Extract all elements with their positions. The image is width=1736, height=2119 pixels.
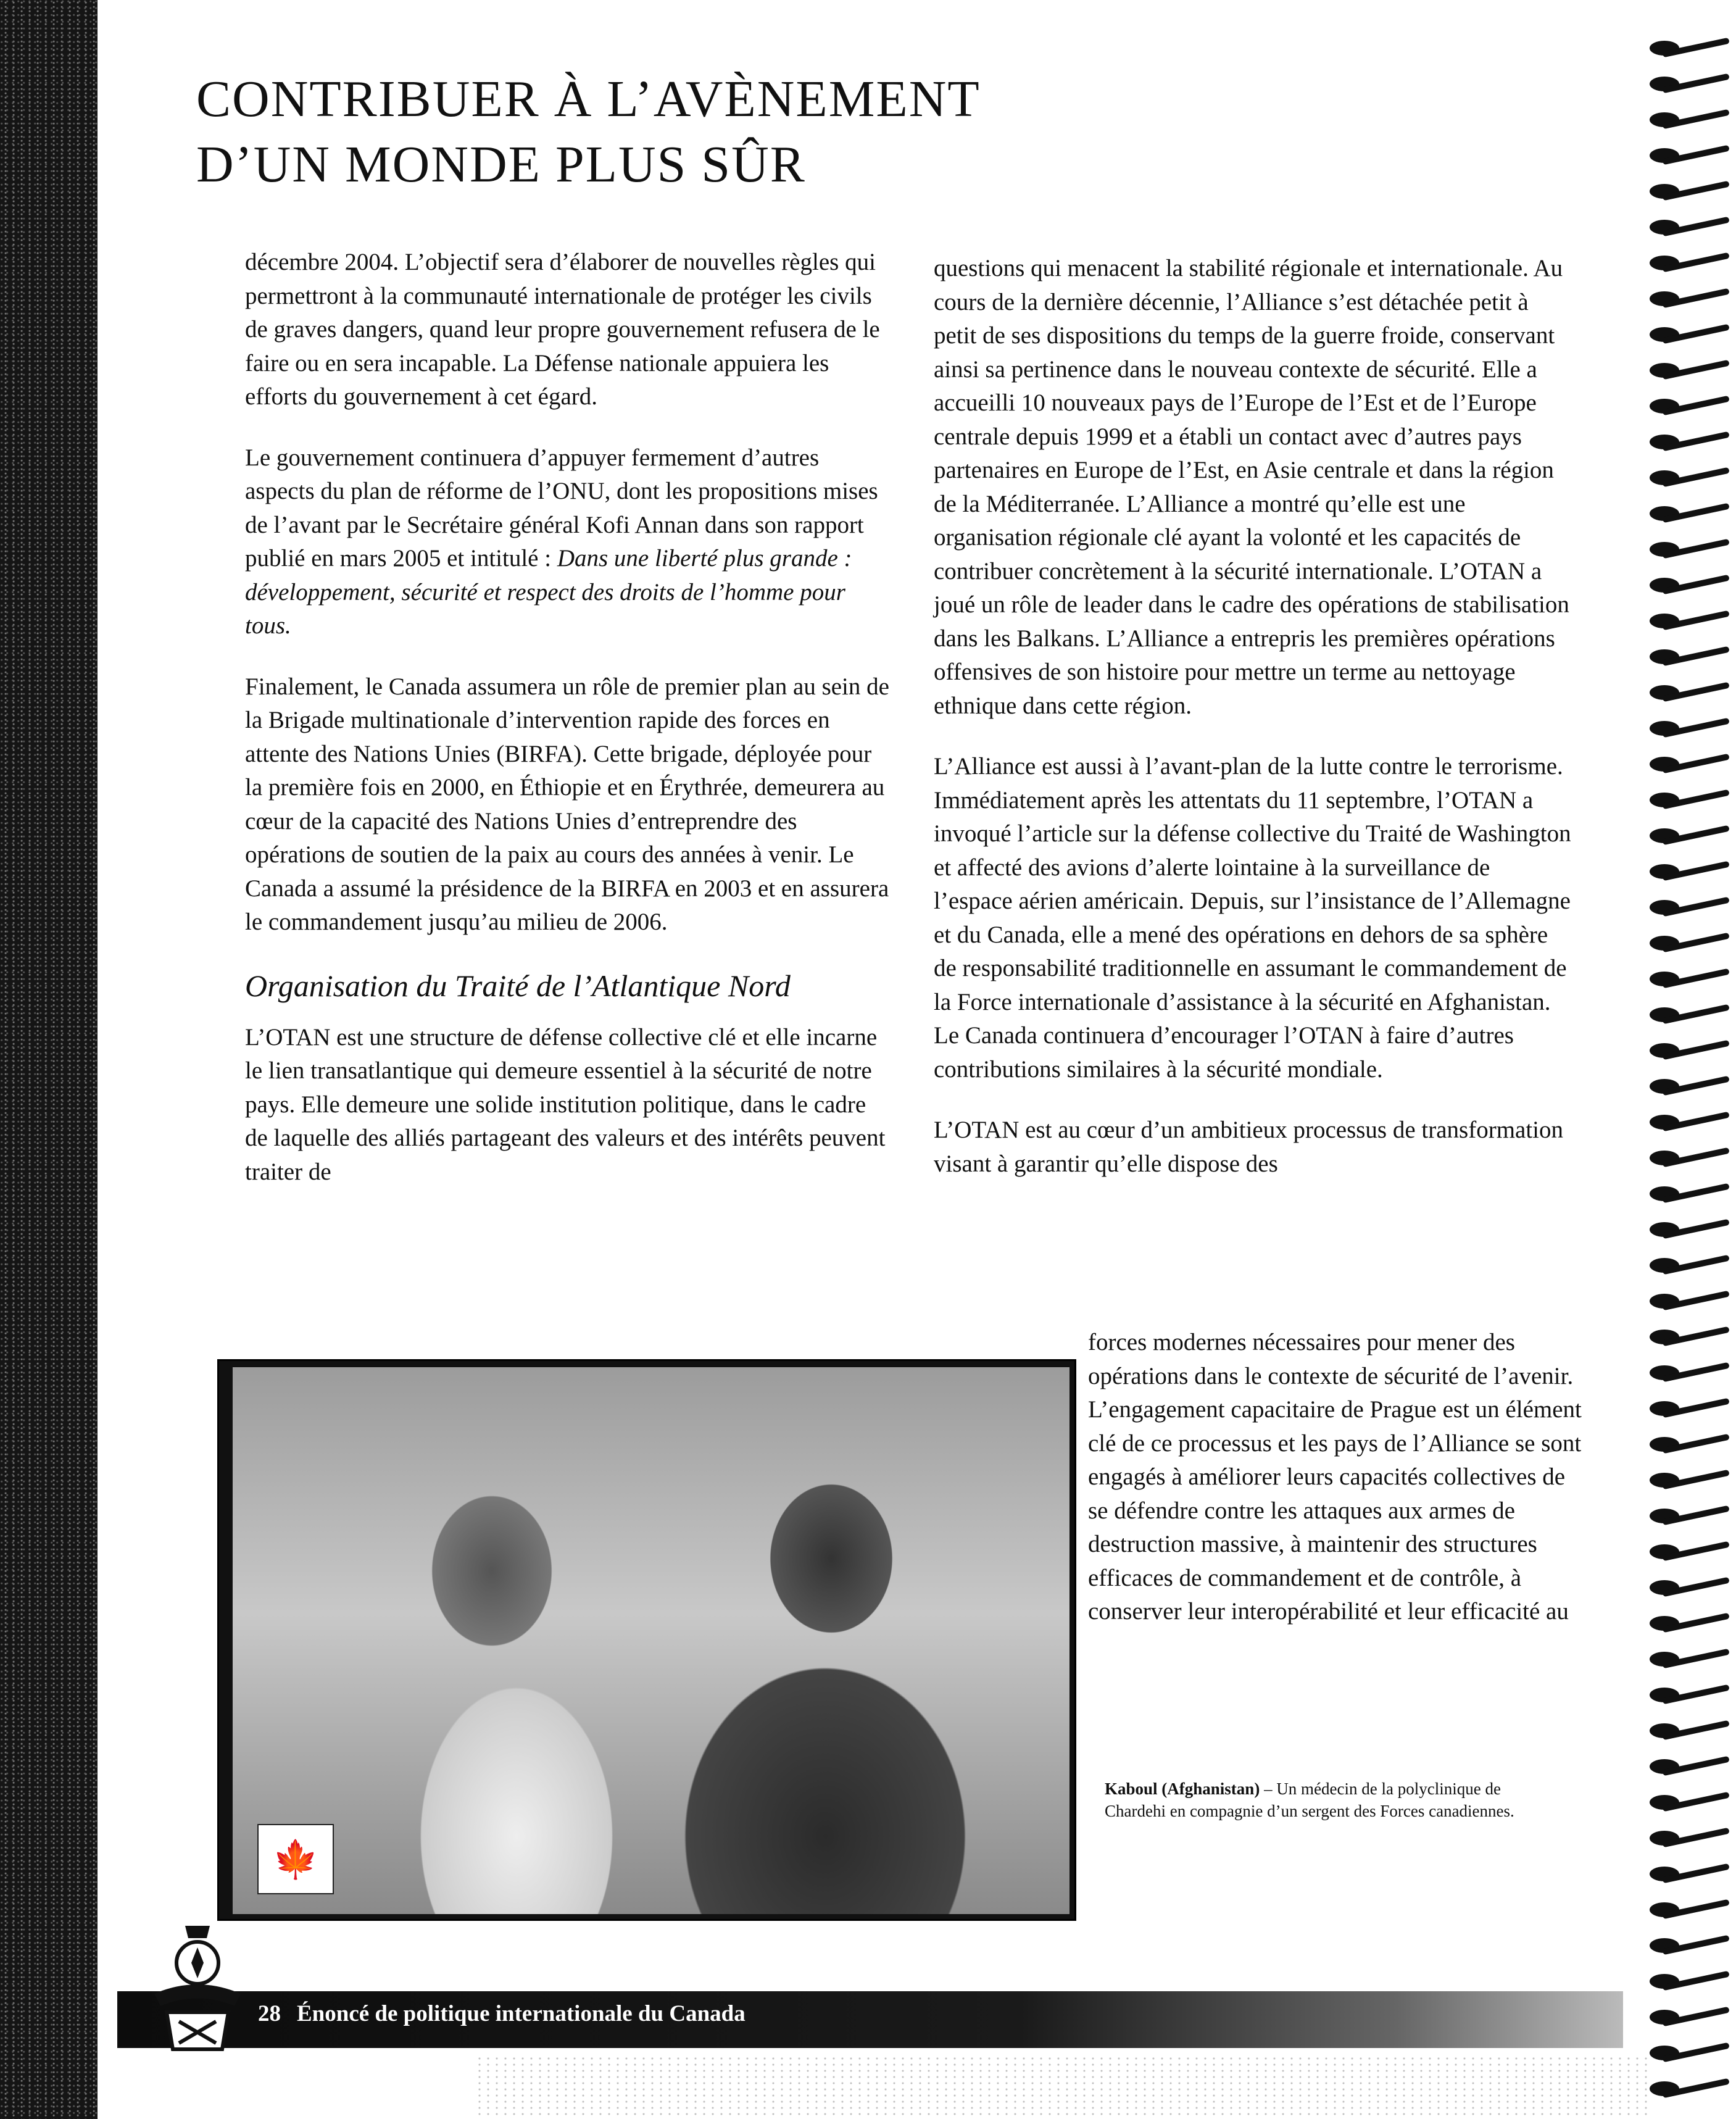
binding-ring <box>1650 2078 1731 2099</box>
photo-caption <box>1105 1778 1524 1822</box>
left-column <box>245 246 890 1216</box>
binding-ring <box>1650 1684 1731 1705</box>
paragraph-text: Le gouvernement continuera d’appuyer fermement d’autres aspects du plan de réforme de l’ONU, dont les propositions mises de l’avant par le Secrétaire général Kofi Annan dans son rapport publié en mars 2005 et intitulé : <box>245 444 878 572</box>
binding-ring <box>1650 1362 1731 1383</box>
paragraph: décembre 2004. L’objectif sera d’élaborer de nouvelles règles qui permettront à la communauté internationale de protéger les civils de graves dangers, quand leur propre gouvernement refusera de le faire ou en sera incapable. La Défense nationale appuiera les efforts du gouvernement à cet égard. <box>245 249 880 410</box>
binding-ring <box>1650 73 1731 94</box>
binding-ring <box>1650 144 1731 165</box>
dark-left-edge <box>0 0 98 2119</box>
binding-ring <box>1650 502 1731 523</box>
binding-ring <box>1650 1075 1731 1096</box>
binding-ring <box>1650 1004 1731 1025</box>
binding-ring <box>1650 1326 1731 1347</box>
binding-ring <box>1650 216 1731 237</box>
binding-ring <box>1650 1827 1731 1848</box>
publication-title: Énoncé de politique internationale du Canada <box>297 2001 745 2026</box>
binding-ring <box>1650 789 1731 810</box>
binding-ring <box>1650 395 1731 416</box>
caption-location: Kaboul (Afghanistan) <box>1105 1780 1260 1798</box>
binding-ring <box>1650 646 1731 667</box>
binding-ring <box>1650 1934 1731 1955</box>
binding-ring <box>1650 1147 1731 1168</box>
binding-ring <box>1650 1290 1731 1311</box>
binding-ring <box>1650 681 1731 702</box>
binding-ring <box>1650 1469 1731 1490</box>
binding-ring <box>1650 860 1731 881</box>
binding-ring <box>1650 1576 1731 1597</box>
report-title-italic: Dans une liberté plus grande : développement, sécurité et respect des droits de l’homme pour tous. <box>245 545 852 639</box>
binding-ring <box>1650 1039 1731 1060</box>
paragraph: L’OTAN est au cœur d’un ambitieux processus de transformation visant à garantir qu’elle dispose des <box>934 1117 1564 1177</box>
binding-ring <box>1650 1791 1731 1812</box>
binding-ring <box>1650 1863 1731 1884</box>
section-subheading: Organisation du Traité de l’Atlantique Nord <box>245 968 791 1003</box>
binding-ring <box>1650 1505 1731 1526</box>
paragraph: questions qui menacent la stabilité régionale et internationale. Au cours de la dernière décennie, l’Alliance s’est détachée petit à petit de ses dispositions du temps de la guerre froide, conservant ainsi sa pertinence dans le nouveau contexte de sécurité. Elle a accueilli 10 nouveaux pays de l’Europe de l’Est et de l’Europe centrale depuis 1999 et a établi un contact avec d’autres pays partenaires en Europe de l’Est, en Asie centrale et dans la région de la Méditerranée. L’Alliance a montré qu’elle est une organisation régionale clé ayant la volonté et les capacités de contribuer concrètement à la sécurité internationale. L’OTAN a joué un rôle de leader dans le cadre des opérations de stabilisation dans les Balkans. L’Alliance a entrepris les premières opérations offensives de son histoire pour mettre un terme au nettoyage ethnique dans cette région. <box>934 255 1569 719</box>
wrapped-paragraph-continuation: forces modernes nécessaires pour mener des opérations dans le contexte de sécurité de l’avenir. L’engagement capacitaire de Prague est un élément clé de ce processus et les pays de l’Alliance se sont engagés à améliorer leurs capacités collectives de se défendre contre les attaques aux armes de destruction massive, à maintenir des structures efficaces de commandement et de contrôle, à conserver leur interopérabilité et leur efficacité au <box>1088 1329 1582 1625</box>
binding-ring <box>1650 288 1731 309</box>
paragraph: L’OTAN est une structure de défense collective clé et elle incarne le lien transatlantique qui demeure essentiel à la sécurité de notre pays. Elle demeure une solide institution politique, dans le cadre de laquelle des alliés partageant des valeurs et des intérêts peuvent traiter de <box>245 1023 886 1185</box>
binding-ring <box>1650 180 1731 201</box>
binding-ring <box>1650 1720 1731 1741</box>
canadian-forces-emblem-icon <box>148 1920 247 2062</box>
page-number: 28 <box>258 2001 281 2026</box>
binding-ring <box>1650 1612 1731 1633</box>
binding-ring <box>1650 1433 1731 1454</box>
binding-ring <box>1650 574 1731 595</box>
binding-ring <box>1650 431 1731 452</box>
maple-leaf-flag-icon: 🍁 <box>257 1824 334 1894</box>
binding-ring <box>1650 1648 1731 1669</box>
binding-ring <box>1650 825 1731 846</box>
paragraph: Finalement, le Canada assumera un rôle de premier plan au sein de la Brigade multinationale d’intervention rapide des forces en attente des Nations Unies (BIRFA). Cette brigade, déployée pour la première fois en 2000, en Éthiopie et en Érythrée, demeurera au cœur de la capacité des Nations Unies d’entreprendre des opérations de soutien de la paix au cours des années à venir. Le Canada a assumé la présidence de la BIRFA en 2003 et en assurera le commandement jusqu’au milieu de 2006. <box>245 673 889 935</box>
spiral-binding <box>1643 0 1736 2119</box>
binding-ring <box>1650 1397 1731 1418</box>
page-title <box>196 67 981 198</box>
binding-ring <box>1650 1218 1731 1239</box>
binding-ring <box>1650 1970 1731 1991</box>
page-title-line-1: CONTRIBUER À L’AVÈNEMENT <box>196 70 981 128</box>
photo-image <box>233 1367 1069 1914</box>
binding-ring <box>1650 109 1731 130</box>
binding-ring <box>1650 968 1731 989</box>
binding-ring <box>1650 1899 1731 1920</box>
scan-noise <box>475 2055 1648 2117</box>
binding-ring <box>1650 323 1731 344</box>
binding-ring <box>1650 610 1731 631</box>
binding-ring <box>1650 1254 1731 1275</box>
binding-ring <box>1650 1183 1731 1204</box>
binding-ring <box>1650 932 1731 953</box>
binding-ring <box>1650 359 1731 380</box>
paragraph: L’Alliance est aussi à l’avant-plan de la lutte contre le terrorisme. Immédiatement après les attentats du 11 septembre, l’OTAN a invoqué l’article sur la défense collective du Traité de Washington et affecté des avions d’alerte lointaine à la surveillance de l’espace aérien américain. Depuis, sur l’insistance de l’Allemagne et du Canada, elle a mené des opérations en dehors de sa sphère de responsabilité traditionnelle en assumant le commandement de la Force internationale d’assistance à la sécurité en Afghanistan. Le Canada continuera d’encourager l’OTAN à faire d’autres contributions similaires à la sécurité mondiale. <box>934 753 1571 1083</box>
binding-ring <box>1650 37 1731 58</box>
binding-ring <box>1650 1111 1731 1132</box>
paragraph <box>245 441 890 643</box>
right-column <box>934 252 1572 1181</box>
binding-ring <box>1650 717 1731 738</box>
news-photo <box>217 1359 1076 1921</box>
caption-text: – Un médecin de la polyclinique de Chardehi en compagnie d’un sergent des Forces canadiennes. <box>1105 1780 1514 1820</box>
binding-ring <box>1650 467 1731 488</box>
binding-ring <box>1650 2042 1731 2063</box>
binding-ring <box>1650 896 1731 917</box>
binding-ring <box>1650 2006 1731 2027</box>
binding-ring <box>1650 538 1731 559</box>
footer-text <box>258 1999 745 2029</box>
page-title-line-2: D’UN MONDE PLUS SÛR <box>196 136 806 193</box>
binding-ring <box>1650 1541 1731 1562</box>
binding-ring <box>1650 252 1731 273</box>
binding-ring <box>1650 753 1731 774</box>
binding-ring <box>1650 1755 1731 1776</box>
